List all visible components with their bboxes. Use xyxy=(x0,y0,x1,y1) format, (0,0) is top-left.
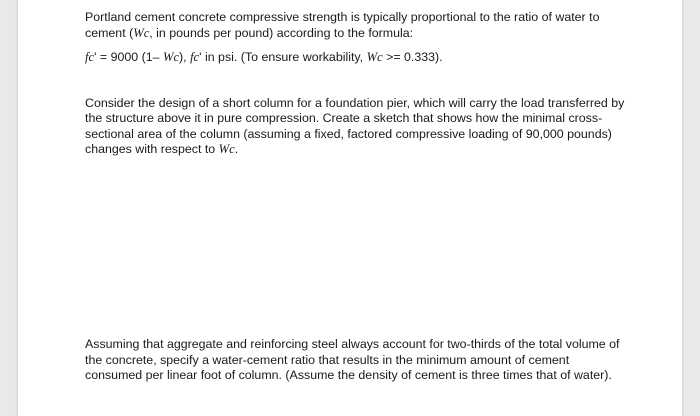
formula-equals: = 9000 (1– xyxy=(96,50,163,64)
fc-symbol: fc xyxy=(190,50,200,64)
wc-symbol: Wc xyxy=(366,50,383,64)
column-design-text: Consider the design of a short column for a foundation pier, which will carry the load transferred by the structure above it in pure compression. Create a sketch that shows how the minimal cross-sectional area of the column (assuming a fixed, factored compressive loading of 90,000 pounds) changes with respect to xyxy=(85,95,625,156)
fc-prime: ' xyxy=(199,50,202,64)
intro-paragraph xyxy=(85,10,625,41)
wc-symbol: Wc xyxy=(218,142,235,156)
intro-text-a: Portland cement concrete compressive strength is typically proportional to the ratio of water to cement ( xyxy=(85,10,600,40)
formula-close: ), xyxy=(179,50,191,64)
document-body xyxy=(85,10,625,158)
fc-prime: ' xyxy=(94,50,97,64)
water-cement-paragraph xyxy=(85,337,625,384)
strength-formula xyxy=(85,50,625,66)
wc-symbol: Wc xyxy=(162,50,180,64)
fc-symbol: fc xyxy=(85,50,95,64)
water-cement-text: Assuming that aggregate and reinforcing steel always account for two-thirds of the total volume of the concrete, specify a water-cement ratio that results in the minimum amount of cement consumed per linear foot of column. (Assume the density of cement is three times that of water). xyxy=(85,337,620,382)
formula-condition: >= 0.333). xyxy=(382,50,443,64)
intro-text-b: , in pounds per pound) according to the formula: xyxy=(149,25,414,40)
formula-unit-text: in psi. (To ensure workability, xyxy=(201,50,367,64)
column-design-end: . xyxy=(234,142,239,156)
column-design-paragraph xyxy=(85,96,625,158)
wc-symbol: Wc xyxy=(133,25,150,40)
document-page xyxy=(18,0,682,416)
